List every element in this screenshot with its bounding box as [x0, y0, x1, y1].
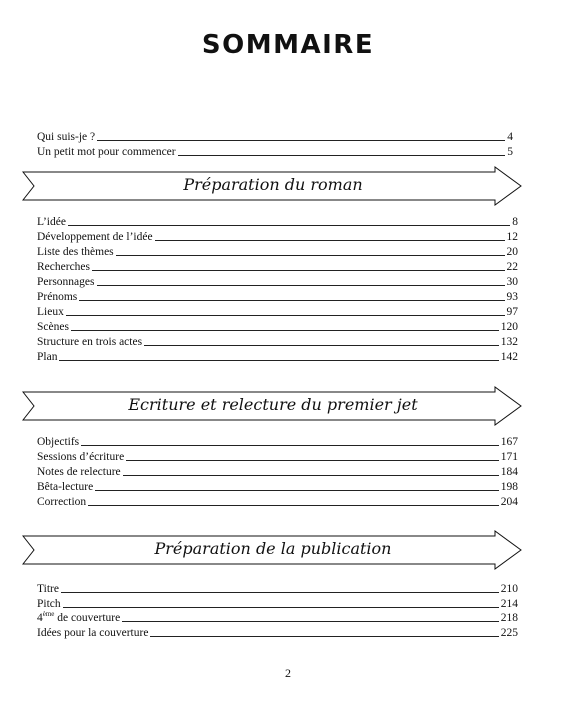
toc-leader-line [144, 345, 499, 346]
toc-entry-label: Un petit mot pour commencer [37, 146, 176, 158]
toc-leader-line [68, 225, 510, 226]
page-title: SOMMAIRE [201, 30, 375, 60]
toc-entry-label: Bêta-lecture [37, 481, 94, 493]
toc-entry-label: Liste des thèmes [37, 246, 114, 258]
toc-entry-page: 218 [500, 612, 518, 624]
toc-entry[interactable] [37, 582, 518, 596]
section-banner [22, 386, 524, 426]
toc-entry-label: L’idée [37, 216, 66, 228]
toc-entry[interactable] [37, 480, 518, 494]
toc-entry-label: Personnages [37, 276, 95, 288]
toc-entry-label-rest: de couverture [54, 612, 121, 624]
toc-entry-page: 198 [500, 481, 518, 493]
toc-entry-page: 22 [506, 261, 518, 273]
toc-entry-label: Objectifs [37, 436, 80, 448]
toc-entry-page: 204 [500, 496, 518, 508]
toc-entry[interactable] [37, 145, 513, 159]
toc-entry-page: 12 [506, 231, 518, 243]
toc-entry-page: 225 [500, 627, 518, 639]
toc-entry-page: 20 [506, 246, 518, 258]
toc-leader-line [126, 460, 499, 461]
toc-entry[interactable] [37, 275, 518, 289]
toc-leader-line [66, 315, 505, 316]
toc-entry-label: Notes de relecture [37, 466, 121, 478]
toc-entry-page: 214 [500, 598, 518, 610]
toc-leader-line [97, 140, 505, 141]
toc-entry[interactable] [37, 230, 518, 244]
section-title: Préparation du roman [183, 175, 363, 194]
toc-leader-line [79, 300, 504, 301]
toc-entry-label-superscript: ème [42, 610, 55, 619]
toc-leader-line [123, 475, 499, 476]
section-title: Préparation de la publication [154, 539, 392, 558]
toc-entry[interactable] [37, 465, 518, 479]
toc-entry-page: 5 [507, 146, 513, 158]
toc-entry-page: 142 [500, 351, 518, 363]
toc-leader-line [92, 270, 505, 271]
toc-entry-page: 93 [506, 291, 518, 303]
toc-entry-label: Prénoms [37, 291, 78, 303]
toc-entry[interactable] [37, 335, 518, 349]
toc-entry[interactable] [37, 290, 518, 304]
toc-entry-page: 97 [506, 306, 518, 318]
toc-entry-page: 30 [506, 276, 518, 288]
toc-entry-label [37, 611, 120, 625]
toc-entry[interactable] [37, 260, 518, 274]
toc-leader-line [97, 285, 505, 286]
toc-leader-line [178, 155, 506, 156]
toc-leader-line [88, 505, 499, 506]
toc-leader-line [61, 592, 499, 593]
toc-entry[interactable] [37, 320, 518, 334]
toc-entry-label: Lieux [37, 306, 64, 318]
toc-entry-page: 132 [500, 336, 518, 348]
toc-entry[interactable] [37, 130, 513, 144]
toc-leader-line [81, 445, 499, 446]
section-banner [22, 530, 524, 570]
toc-entry[interactable] [37, 450, 518, 464]
toc-entry[interactable] [37, 215, 518, 229]
toc-entry-page: 167 [500, 436, 518, 448]
toc-entry-page: 8 [512, 216, 518, 228]
toc-entry-label: Recherches [37, 261, 90, 273]
toc-entry[interactable] [37, 626, 518, 640]
toc-entry[interactable] [37, 611, 518, 625]
toc-leader-line [150, 636, 498, 637]
toc-entry-label: Correction [37, 496, 87, 508]
toc-leader-line [116, 255, 505, 256]
toc-entry-label: Sessions d’écriture [37, 451, 125, 463]
toc-entry[interactable] [37, 245, 518, 259]
toc-leader-line [71, 330, 499, 331]
toc-entry-label: Structure en trois actes [37, 336, 143, 348]
toc-entry-page: 184 [500, 466, 518, 478]
toc-entry[interactable] [37, 495, 518, 509]
toc-entry-label: Idées pour la couverture [37, 627, 149, 639]
toc-leader-line [59, 360, 498, 361]
page-number: 2 [285, 666, 291, 680]
toc-entry-label-number: 4 [37, 612, 43, 624]
toc-entry-label: Titre [37, 583, 59, 595]
toc-entry[interactable] [37, 350, 518, 364]
toc-entry-label: Scènes [37, 321, 69, 333]
toc-leader-line [63, 607, 499, 608]
toc-entry-page: 120 [500, 321, 518, 333]
section-title: Ecriture et relecture du premier jet [128, 395, 418, 414]
toc-entry-page: 171 [500, 451, 518, 463]
section-banner [22, 166, 524, 206]
toc-entry[interactable] [37, 597, 518, 611]
toc-leader-line [122, 621, 499, 622]
toc-entry-page: 4 [507, 131, 513, 143]
toc-leader-line [155, 240, 505, 241]
toc-entry-label: Pitch [37, 598, 61, 610]
toc-entry[interactable] [37, 435, 518, 449]
toc-entry-page: 210 [500, 583, 518, 595]
toc-entry[interactable] [37, 305, 518, 319]
toc-entry-label: Plan [37, 351, 58, 363]
toc-entry-label: Qui suis-je ? [37, 131, 96, 143]
toc-leader-line [95, 490, 499, 491]
toc-entry-label: Développement de l’idée [37, 231, 153, 243]
